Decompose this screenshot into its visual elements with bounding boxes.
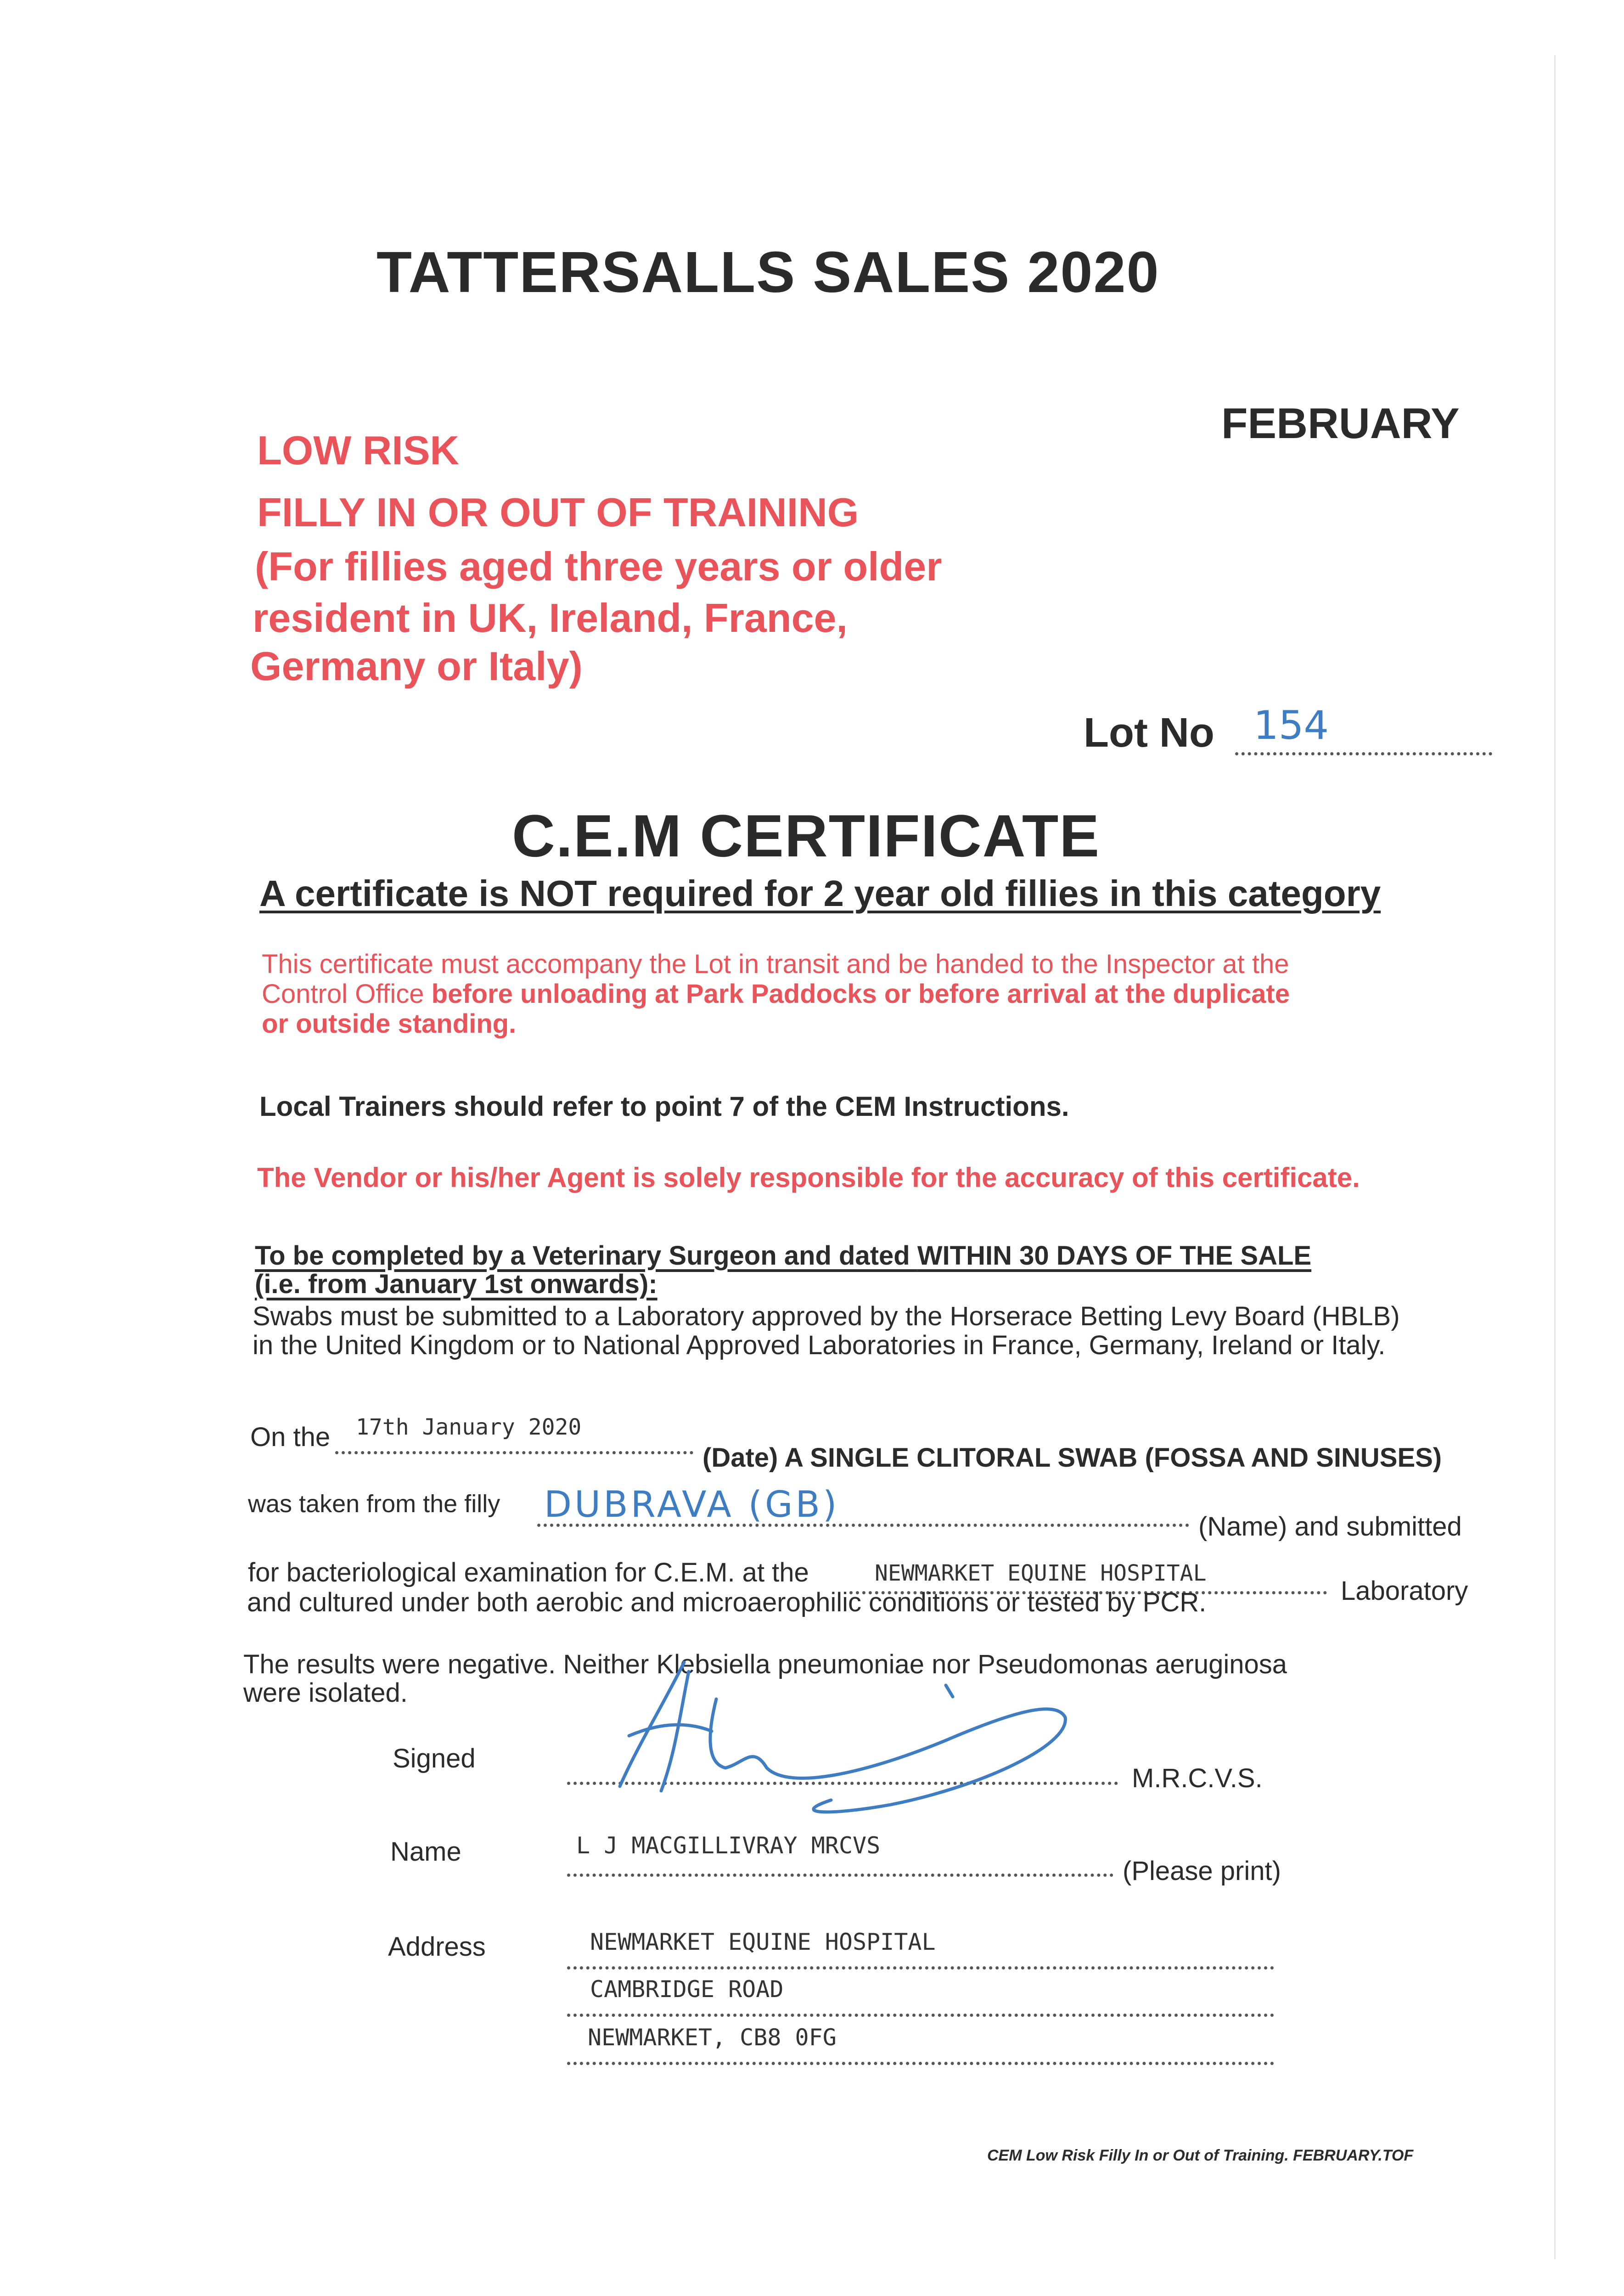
category-line-2: FILLY IN OR OUT OF TRAINING xyxy=(257,490,859,535)
local-trainers-note: Local Trainers should refer to point 7 of the CEM Instructions. xyxy=(259,1091,1069,1122)
sale-month: FEBRUARY xyxy=(1221,399,1460,447)
transit-instruction-1: This certificate must accompany the Lot in transit and be handed to the Inspector at the xyxy=(262,949,1289,979)
address-line-1-rule xyxy=(567,1966,1274,1970)
transit-instruction-3: or outside standing. xyxy=(262,1009,517,1039)
address-line-3: NEWMARKET, CB8 0FG xyxy=(588,2024,837,2051)
vet-heading-line-1 xyxy=(255,1240,1311,1272)
on-the-label: On the xyxy=(250,1422,331,1452)
lot-number-line xyxy=(1235,752,1492,755)
name-suffix: (Name) and submitted xyxy=(1198,1512,1462,1542)
name-label: Name xyxy=(390,1837,461,1867)
name-value: L J MACGILLIVRAY MRCVS xyxy=(576,1832,881,1859)
lot-number-value: 154 xyxy=(1253,703,1329,748)
document-title: TATTERSALLS SALES 2020 xyxy=(376,240,1160,304)
transit-instruction-2 xyxy=(262,978,1290,1010)
culture-conditions: and cultured under both aerobic and microaerophilic conditions or tested by PCR. xyxy=(247,1587,1207,1617)
vet-heading-1b: WITHIN 30 DAYS OF THE SALE xyxy=(917,1241,1312,1271)
name-hint: (Please print) xyxy=(1123,1856,1281,1886)
vet-heading-1a: To be completed by a Veterinary Surgeon and dated xyxy=(255,1241,917,1271)
signed-label: Signed xyxy=(393,1744,476,1773)
swab-requirement-line-2: in the United Kingdom or to National Approved Laboratories in France, Germany, Ireland or Italy. xyxy=(253,1330,1386,1360)
name-line xyxy=(567,1874,1113,1877)
certificate-title: C.E.M CERTIFICATE xyxy=(512,802,1100,869)
taken-from-label: was taken from the filly xyxy=(248,1490,500,1518)
results-line-2: were isolated. xyxy=(243,1678,408,1708)
swab-requirement-line-1: Swabs must be submitted to a Laboratory approved by the Horserace Betting Levy Board (HBLB) xyxy=(253,1301,1400,1331)
lot-label: Lot No xyxy=(1084,710,1214,756)
laboratory-value: NEWMARKET EQUINE HOSPITAL xyxy=(875,1560,1207,1586)
transit-instruction-2b: before unloading at Park Paddocks or before arrival at the duplicate xyxy=(431,979,1290,1009)
vet-heading-line-2: (i.e. from January 1st onwards): xyxy=(255,1269,657,1299)
address-line-2-rule xyxy=(567,2014,1274,2017)
date-suffix-text: (Date) A SINGLE CLITORAL SWAB (FOSSA AND SINUSES) xyxy=(702,1443,1442,1473)
page-edge-shadow xyxy=(1554,55,1556,2259)
vendor-responsibility-note: The Vendor or his/her Agent is solely responsible for the accuracy of this certificate. xyxy=(257,1162,1360,1193)
footer-reference: CEM Low Risk Filly In or Out of Training. FEBRUARY.TOF xyxy=(987,2147,1414,2164)
signed-suffix: M.R.C.V.S. xyxy=(1132,1763,1263,1793)
address-label: Address xyxy=(388,1932,486,1962)
address-line-1: NEWMARKET EQUINE HOSPITAL xyxy=(590,1929,936,1955)
laboratory-suffix: Laboratory xyxy=(1341,1576,1468,1606)
date-value: 17th January 2020 xyxy=(356,1414,582,1440)
category-line-5: Germany or Italy) xyxy=(250,643,583,689)
address-line-2: CAMBRIDGE ROAD xyxy=(590,1976,784,2003)
category-line-4: resident in UK, Ireland, France, xyxy=(253,595,848,641)
category-line-3: (For fillies aged three years or older xyxy=(255,544,942,589)
exam-prefix: for bacteriological examination for C.E.M. at the xyxy=(248,1558,809,1587)
results-line-1: The results were negative. Neither Klebsiella pneumoniae nor Pseudomonas aeruginosa xyxy=(243,1649,1287,1679)
certificate-note: A certificate is NOT required for 2 year old fillies in this category xyxy=(259,873,1381,914)
filly-name-value: DUBRAVA (GB) xyxy=(544,1484,840,1525)
signature-mark xyxy=(569,1653,1212,1828)
address-line-3-rule xyxy=(567,2062,1274,2065)
transit-instruction-2a: Control Office xyxy=(262,979,432,1009)
date-suffix xyxy=(702,1442,1442,1474)
category-line-1: LOW RISK xyxy=(257,428,459,473)
date-line xyxy=(335,1451,693,1454)
